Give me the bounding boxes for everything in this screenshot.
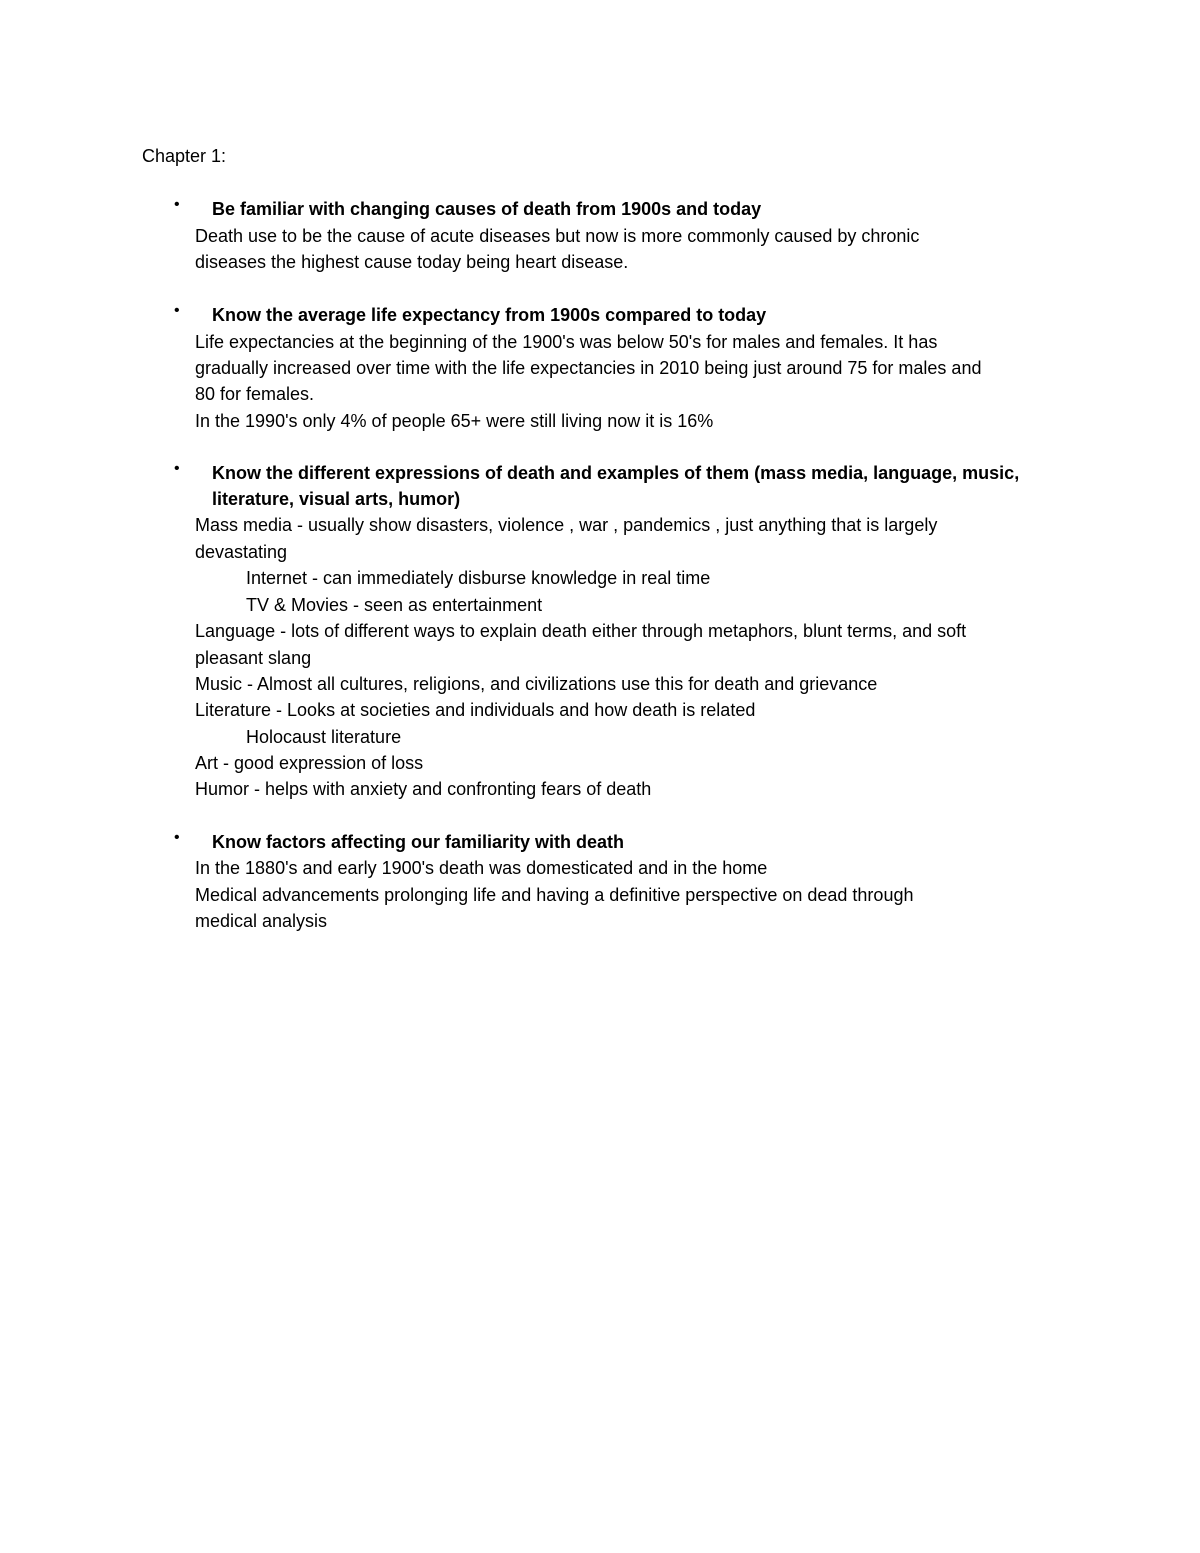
body-line: Humor - helps with anxiety and confronting fears of death — [195, 779, 652, 799]
bullet-icon: • — [174, 829, 180, 846]
body-line-indented: Holocaust literature — [246, 727, 402, 747]
body-line: In the 1990's only 4% of people 65+ were still living now it is 16% — [195, 411, 714, 431]
section-heading: Know the average life expectancy from 1900s compared to today — [212, 305, 767, 325]
body-line-indented: TV & Movies - seen as entertainment — [246, 595, 543, 615]
chapter-title: Chapter 1: — [142, 146, 227, 166]
section-heading: Know the different expressions of death and examples of them (mass media, language, music, — [212, 463, 1020, 483]
body-line: diseases the highest cause today being heart disease. — [195, 252, 629, 272]
body-line-indented: Internet - can immediately disburse knowledge in real time — [246, 568, 711, 588]
section-heading-continued: literature, visual arts, humor) — [212, 489, 461, 509]
body-line: devastating — [195, 542, 288, 562]
body-line: Medical advancements prolonging life and having a definitive perspective on dead through — [195, 885, 914, 905]
body-line: Language - lots of different ways to explain death either through metaphors, blunt terms, and soft — [195, 621, 967, 641]
body-line: medical analysis — [195, 911, 328, 931]
body-line: gradually increased over time with the life expectancies in 2010 being just around 75 for males and — [195, 358, 982, 378]
section-heading: Be familiar with changing causes of death from 1900s and today — [212, 199, 762, 219]
body-line: pleasant slang — [195, 648, 312, 668]
body-line: Mass media - usually show disasters, violence , war , pandemics , just anything that is largely — [195, 515, 938, 535]
body-line: Literature - Looks at societies and individuals and how death is related — [195, 700, 756, 720]
bullet-icon: • — [174, 460, 180, 477]
bullet-icon: • — [174, 302, 180, 319]
section-heading: Know factors affecting our familiarity with death — [212, 832, 625, 852]
bullet-icon: • — [174, 196, 180, 213]
body-line: 80 for females. — [195, 384, 315, 404]
body-line: Life expectancies at the beginning of the 1900's was below 50's for males and females. It has — [195, 332, 938, 352]
body-line: Music - Almost all cultures, religions, and civilizations use this for death and grievance — [195, 674, 878, 694]
body-line: In the 1880's and early 1900's death was domesticated and in the home — [195, 858, 768, 878]
body-line: Art - good expression of loss — [195, 753, 424, 773]
body-line: Death use to be the cause of acute diseases but now is more commonly caused by chronic — [195, 226, 920, 246]
